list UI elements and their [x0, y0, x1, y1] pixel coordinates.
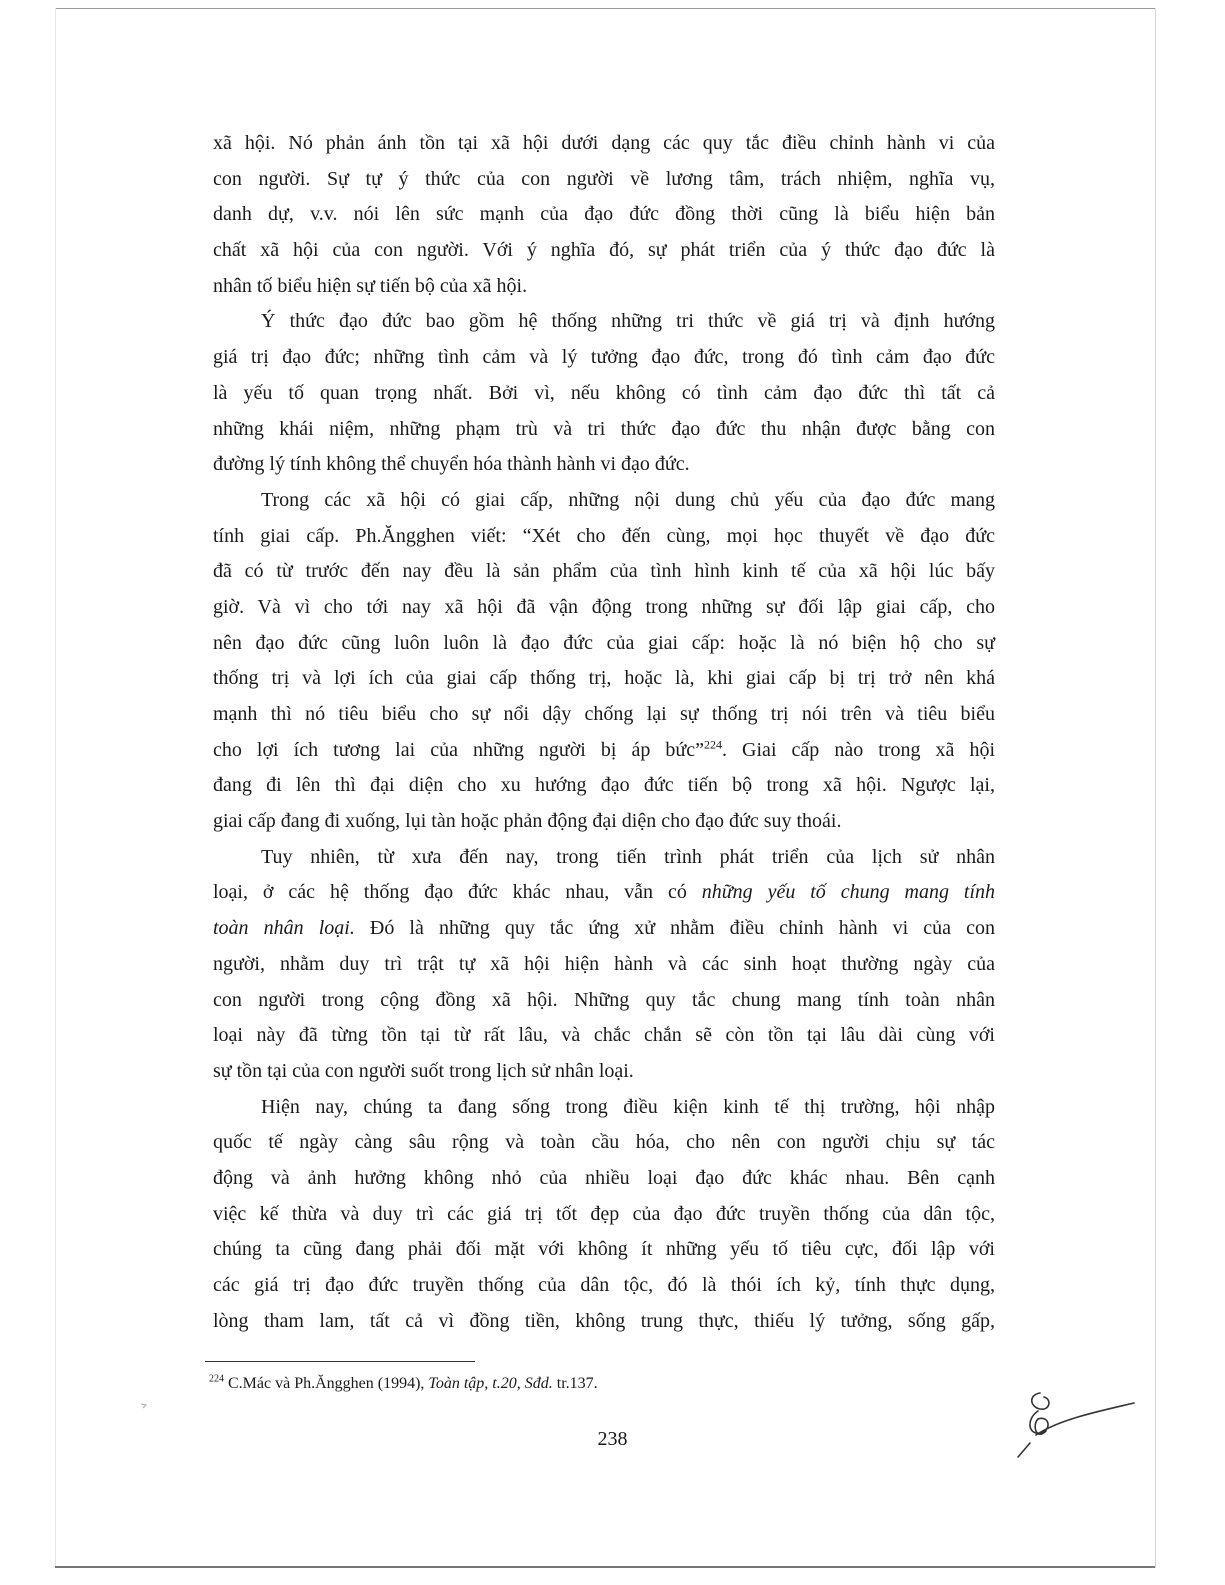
text-run: danh dự, v.v. nói lên sức mạnh của đạo đức đồng thời cũng là biểu hiện bản	[213, 203, 995, 226]
text-line	[213, 626, 995, 662]
scan-edge-bottom	[55, 1566, 1155, 1568]
text-run: người, nhằm duy trì trật tự xã hội hiện hành và các sinh hoạt thường ngày của	[213, 952, 995, 975]
text-line	[213, 661, 995, 697]
handwritten-signature	[1010, 1385, 1140, 1465]
footnote	[209, 1373, 598, 1395]
text-run: Tuy nhiên, từ xưa đến nay, trong tiến trình phát triển của lịch sử nhân	[261, 845, 995, 868]
scan-speck	[140, 1403, 148, 1409]
text-run: lòng tham lam, tất cả vì đồng tiền, không trung thực, thiếu lý tưởng, sống gấp,	[213, 1309, 995, 1332]
text-run: con người trong cộng đồng xã hội. Những quy tắc chung mang tính toàn nhân	[213, 988, 995, 1011]
text-run: chất xã hội của con người. Với ý nghĩa đó, sự phát triển của ý thức đạo đức là	[213, 239, 995, 262]
text-line	[213, 768, 995, 804]
text-line	[213, 1125, 995, 1161]
text-line	[213, 1304, 995, 1340]
text-run: thống trị và lợi ích của giai cấp thống trị, hoặc là, khi giai cấp bị trị trở nên khá	[213, 667, 995, 690]
text-line	[213, 197, 995, 233]
text-line	[213, 162, 995, 198]
text-line	[213, 1018, 995, 1054]
text-line	[213, 233, 995, 269]
text-run: giai cấp đang đi xuống, lụi tàn hoặc phản động đại diện cho đạo đức suy thoái.	[213, 810, 842, 833]
text-run: sự tồn tại của con người suốt trong lịch sử nhân loại.	[213, 1059, 634, 1082]
text-line	[213, 1090, 995, 1126]
paragraph	[213, 1090, 995, 1340]
text-line	[213, 875, 995, 911]
text-line	[213, 412, 995, 448]
text-line	[213, 733, 995, 769]
text-line	[213, 376, 995, 412]
text-run: xã hội. Nó phản ánh tồn tại xã hội dưới dạng các quy tắc điều chỉnh hành vi của	[213, 132, 995, 154]
scan-edge-left	[55, 8, 56, 1568]
text-run: các giá trị đạo đức truyền thống của dân tộc, đó là thói ích kỷ, tính thực dụng,	[213, 1274, 995, 1296]
text-line	[213, 947, 995, 983]
text-run: nhân tố biểu hiện sự tiến bộ của xã hội.	[213, 274, 528, 297]
text-run: đang đi lên thì đại diện cho xu hướng đạo đức tiến bộ trong xã hội. Ngược lại,	[213, 774, 995, 797]
text-line	[213, 590, 995, 626]
text-run: việc kế thừa và duy trì các giá trị tốt đẹp của đạo đức truyền thống của dân tộc,	[213, 1202, 995, 1225]
text-run: . Giai cấp nào trong xã hội	[722, 738, 995, 761]
footnote-ref: 224	[704, 737, 723, 752]
text-line	[213, 1232, 995, 1268]
text-line	[213, 1268, 995, 1304]
text-run: con người. Sự tự ý thức của con người về lương tâm, trách nhiệm, nghĩa vụ,	[213, 167, 995, 190]
text-line	[213, 304, 995, 340]
paragraph	[213, 126, 995, 304]
text-line	[213, 554, 995, 590]
text-run: loại này đã từng tồn tại từ rất lâu, và chắc chắn sẽ còn tồn tại lâu dài cùng với	[213, 1024, 995, 1047]
text-run: động và ảnh hưởng không nhỏ của nhiều loại đạo đức khác nhau. Bên cạnh	[213, 1166, 995, 1189]
text-line	[213, 1161, 995, 1197]
text-run: loại, ở các hệ thống đạo đức khác nhau, vẫn có	[213, 881, 702, 904]
text-line	[213, 697, 995, 733]
text-line	[213, 126, 995, 162]
scan-edge-top	[55, 8, 1155, 9]
scan-edge-right	[1155, 8, 1156, 1568]
text-line	[213, 519, 995, 555]
text-run: toàn nhân loại.	[213, 917, 355, 940]
text-run: đường lý tính không thể chuyển hóa thành hành vi đạo đức.	[213, 453, 690, 476]
text-line	[213, 1054, 995, 1090]
text-run: Trong các xã hội có giai cấp, những nội dung chủ yếu của đạo đức mang	[261, 488, 995, 511]
text-line	[213, 447, 995, 483]
text-run: những khái niệm, những phạm trù và tri thức đạo đức thu nhận được bằng con	[213, 417, 995, 440]
footnote-divider	[205, 1361, 475, 1362]
footnote-number: 224	[209, 1373, 224, 1385]
text-line	[213, 269, 995, 305]
text-run: giờ. Và vì cho tới nay xã hội đã vận động trong những sự đối lập giai cấp, cho	[213, 595, 995, 618]
text-run: đã có từ trước đến nay đều là sản phẩm của tình hình kinh tế của xã hội lúc bấy	[213, 560, 995, 583]
body-text	[213, 126, 995, 1339]
text-run: cho lợi ích tương lai của những người bị áp bức”	[213, 738, 705, 761]
text-line	[213, 840, 995, 876]
text-line	[213, 340, 995, 376]
text-line	[213, 804, 995, 840]
text-run: tính giai cấp. Ph.Ăngghen viết: “Xét cho đến cùng, mọi học thuyết về đạo đức	[213, 524, 995, 547]
page-number: 238	[597, 1428, 628, 1450]
text-run: Đó là những quy tắc ứng xử nhằm điều chỉnh hành vi của con	[354, 917, 995, 940]
paragraph	[213, 483, 995, 840]
paragraph	[213, 840, 995, 1090]
text-line	[213, 983, 995, 1019]
text-run: giá trị đạo đức; những tình cảm và lý tưởng đạo đức, trong đó tình cảm đạo đức	[213, 346, 995, 369]
text-run: quốc tế ngày càng sâu rộng và toàn cầu hóa, cho nên con người chịu sự tác	[213, 1131, 995, 1154]
footnote-title: Toàn tập, t.20, Sđd.	[428, 1375, 553, 1392]
text-run: những yếu tố chung mang tính	[701, 881, 996, 904]
text-run: là yếu tố quan trọng nhất. Bởi vì, nếu không có tình cảm đạo đức thì tất cả	[213, 381, 995, 404]
text-line	[213, 1197, 995, 1233]
footnote-pages: tr.137.	[552, 1375, 598, 1392]
text-line	[213, 911, 995, 947]
text-run: Hiện nay, chúng ta đang sống trong điều kiện kinh tế thị trường, hội nhập	[261, 1095, 995, 1118]
text-line	[213, 483, 995, 519]
paragraph	[213, 304, 995, 482]
text-run: mạnh thì nó tiêu biểu cho sự nổi dậy chống lại sự thống trị nói trên và tiêu biểu	[213, 703, 995, 725]
text-run: chúng ta cũng đang phải đối mặt với không ít những yếu tố tiêu cực, đối lập với	[213, 1238, 995, 1261]
text-run: nên đạo đức cũng luôn luôn là đạo đức của giai cấp: hoặc là nó biện hộ cho sự	[213, 631, 995, 654]
text-run: Ý thức đạo đức bao gồm hệ thống những tri thức về giá trị và định hướng	[261, 310, 995, 333]
footnote-author: C.Mác và Ph.Ăngghen (1994),	[228, 1375, 429, 1392]
